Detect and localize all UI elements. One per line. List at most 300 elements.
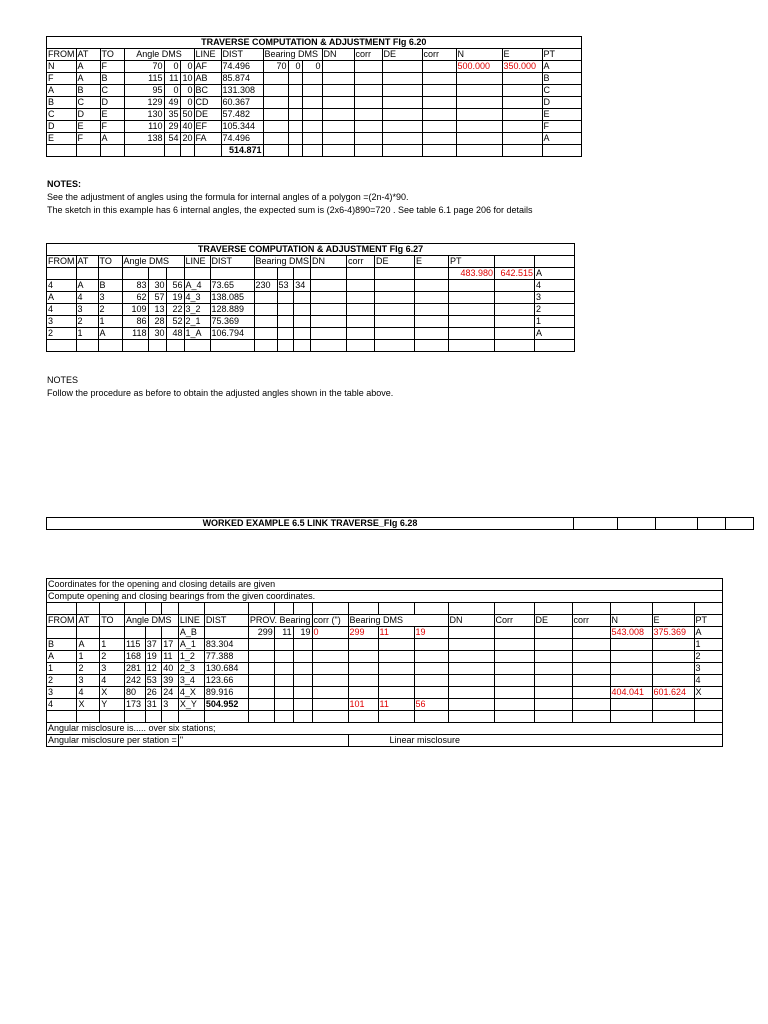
table-cell: C — [100, 85, 124, 97]
table-cell: D — [47, 121, 77, 133]
table-cell — [415, 292, 449, 304]
table-cell: 130.684 — [204, 663, 248, 675]
table-cell — [382, 121, 422, 133]
col-line: LINE — [194, 49, 221, 61]
table-cell: 1 — [76, 328, 98, 340]
table-cell — [414, 687, 448, 699]
col-dn: DN — [322, 49, 354, 61]
table-row — [47, 304, 575, 316]
table-cell: 95 — [124, 85, 164, 97]
bearing-deg: 299 — [348, 627, 378, 639]
table-cell — [572, 687, 610, 699]
table-cell — [422, 73, 456, 85]
table-cell: 2 — [535, 304, 575, 316]
table-cell — [378, 687, 414, 699]
table-cell: 2 — [76, 316, 98, 328]
col-bearing: Bearing DMS — [263, 49, 322, 61]
table-cell — [456, 85, 502, 97]
table-cell: F — [47, 73, 77, 85]
table-cell: FA — [194, 133, 221, 145]
notes-1 — [47, 178, 533, 217]
table-cell — [166, 268, 184, 280]
table-cell: 54 — [164, 133, 180, 145]
col-to: TO — [98, 256, 122, 268]
table-cell: 60.367 — [221, 97, 263, 109]
table-cell — [311, 280, 347, 292]
table-cell: 230 — [254, 280, 277, 292]
col-dn: DN — [311, 256, 347, 268]
table-cell — [274, 675, 293, 687]
table-cell — [293, 651, 312, 663]
table-cell — [448, 663, 494, 675]
table-cell — [382, 61, 422, 73]
table-cell — [502, 121, 542, 133]
table-cell: 29 — [164, 121, 180, 133]
table-cell: F — [542, 121, 581, 133]
table-cell: 57.482 — [221, 109, 263, 121]
table-cell — [382, 97, 422, 109]
table-cell — [694, 699, 722, 711]
table-cell: E — [47, 133, 77, 145]
table-cell: 35 — [164, 109, 180, 121]
table-cell: A — [535, 268, 575, 280]
table-cell: X_Y — [178, 699, 204, 711]
table-cell: 4 — [100, 675, 125, 687]
table-cell: 2 — [98, 304, 122, 316]
table-cell — [47, 268, 77, 280]
prov-deg: 299 — [248, 627, 274, 639]
table-cell — [494, 639, 534, 651]
table-cell — [534, 675, 572, 687]
table-cell — [414, 639, 448, 651]
table-cell: 13 — [148, 304, 166, 316]
table-cell: 168 — [125, 651, 146, 663]
table-cell — [311, 304, 347, 316]
col-pt: PT — [542, 49, 581, 61]
table-cell: 2 — [47, 675, 77, 687]
col-dn: DN — [448, 615, 494, 627]
table-cell: 242 — [125, 675, 146, 687]
table-cell — [248, 663, 274, 675]
col-to: TO — [100, 615, 125, 627]
intro-line-1: Coordinates for the opening and closing details are given — [47, 579, 723, 591]
prov-min: 11 — [274, 627, 293, 639]
table-cell: B — [542, 73, 581, 85]
col-angle: Angle DMS — [124, 49, 194, 61]
table-cell — [248, 639, 274, 651]
table-row — [47, 292, 575, 304]
table-cell: B — [98, 280, 122, 292]
header-row — [47, 49, 582, 61]
notes-line-1: Follow the procedure as before to obtain the adjusted angles shown in the table above. — [47, 388, 394, 398]
table-cell: F — [100, 61, 124, 73]
table-cell — [277, 304, 294, 316]
table-cell: EF — [194, 121, 221, 133]
col-from: FROM — [48, 256, 75, 266]
table-cell — [494, 687, 534, 699]
table-cell: A — [47, 85, 77, 97]
table-cell — [449, 316, 495, 328]
table-cell — [302, 133, 322, 145]
table-cell — [294, 328, 311, 340]
table-cell — [502, 97, 542, 109]
table-cell: 17 — [162, 639, 179, 651]
table-cell — [254, 268, 277, 280]
table-cell — [254, 304, 277, 316]
table-cell — [534, 663, 572, 675]
col-e: E — [502, 49, 542, 61]
table-cell — [302, 73, 322, 85]
table-cell: 3 — [694, 663, 722, 675]
table-cell: 601.624 — [652, 687, 694, 699]
table-cell — [347, 328, 375, 340]
table-cell: B — [47, 97, 77, 109]
misclosure-row-1 — [47, 723, 723, 735]
table-cell — [652, 639, 694, 651]
table-cell: 4 — [47, 280, 77, 292]
col-at: AT — [76, 256, 98, 268]
col-de: DE — [534, 615, 572, 627]
table-title: TRAVERSE COMPUTATION & ADJUSTMENT FIg 6.27 — [47, 244, 575, 256]
notes-heading: NOTES: — [47, 179, 82, 189]
table-cell — [422, 97, 456, 109]
col-bearing: Bearing DMS — [255, 256, 310, 266]
table-cell — [382, 133, 422, 145]
table-cell — [414, 663, 448, 675]
table-cell: Y — [100, 699, 125, 711]
col-from: FROM — [48, 49, 75, 59]
table-cell — [274, 687, 293, 699]
col-corr-seconds: corr (") — [312, 615, 348, 627]
table-cell — [534, 687, 572, 699]
table-cell — [422, 109, 456, 121]
table-cell: A — [47, 292, 77, 304]
table-cell — [354, 97, 382, 109]
table-cell — [347, 268, 375, 280]
table-cell — [449, 304, 495, 316]
table-cell: 62 — [122, 292, 148, 304]
table-cell: 105.344 — [221, 121, 263, 133]
table-cell: 11 — [162, 651, 179, 663]
table-cell: 2 — [47, 328, 77, 340]
table-cell: D — [542, 97, 581, 109]
table-cell: 11 — [378, 699, 414, 711]
table-cell — [448, 651, 494, 663]
table-cell: B — [100, 73, 124, 85]
table-cell: 73.65 — [210, 280, 254, 292]
table-cell: 83.304 — [204, 639, 248, 651]
table-cell: A — [535, 328, 575, 340]
table-cell: 56 — [166, 280, 184, 292]
table-cell — [347, 292, 375, 304]
table-cell — [502, 133, 542, 145]
table-cell: 30 — [148, 328, 166, 340]
table-cell — [494, 699, 534, 711]
table-cell — [378, 651, 414, 663]
table-cell: 1 — [694, 639, 722, 651]
col-corr: corr — [347, 256, 375, 268]
table-cell: CD — [194, 97, 221, 109]
table-cell: X — [77, 699, 100, 711]
table-cell — [456, 97, 502, 109]
col-n: N — [456, 49, 502, 61]
table-cell: A — [542, 61, 581, 73]
table-cell: DE — [194, 109, 221, 121]
table-cell — [422, 133, 456, 145]
table-cell — [422, 61, 456, 73]
col-from: FROM — [47, 615, 77, 627]
table-cell — [354, 133, 382, 145]
table-cell: 3 — [47, 316, 77, 328]
table-cell: A — [542, 133, 581, 145]
table-cell — [495, 316, 535, 328]
notes-2 — [47, 374, 393, 400]
table-cell — [248, 699, 274, 711]
table-cell: 83 — [122, 280, 148, 292]
table-cell — [76, 268, 98, 280]
link-traverse-table — [46, 578, 723, 747]
col-pt: PT — [694, 615, 722, 627]
table-cell — [415, 316, 449, 328]
table-cell: AB — [194, 73, 221, 85]
table-cell: BC — [194, 85, 221, 97]
blank-row — [47, 340, 575, 352]
table-cell — [348, 639, 378, 651]
table-cell — [572, 663, 610, 675]
traverse-table-fig-6-27 — [46, 243, 575, 352]
table-cell — [652, 699, 694, 711]
table-3 — [46, 578, 723, 747]
col-at: AT — [77, 615, 100, 627]
table-cell — [448, 639, 494, 651]
table-cell: 106.794 — [210, 328, 254, 340]
table-cell: 0 — [164, 85, 180, 97]
table-cell — [456, 73, 502, 85]
table-cell — [610, 675, 652, 687]
table-cell — [302, 121, 322, 133]
table-cell: 12 — [145, 663, 162, 675]
table-cell — [263, 97, 288, 109]
linear-misclosure — [348, 735, 722, 747]
table-cell: 40 — [180, 121, 194, 133]
table-cell — [534, 639, 572, 651]
table-cell — [312, 699, 348, 711]
table-cell: A — [76, 280, 98, 292]
table-cell — [375, 268, 415, 280]
table-cell: 3 — [535, 292, 575, 304]
table-cell — [354, 109, 382, 121]
table-cell: A — [98, 328, 122, 340]
table-cell: 77.388 — [204, 651, 248, 663]
table-row — [47, 280, 575, 292]
table-cell: A — [100, 133, 124, 145]
table-row — [47, 61, 582, 73]
table-cell: 138 — [124, 133, 164, 145]
table-cell — [274, 639, 293, 651]
table-cell: 1 — [77, 651, 100, 663]
table-cell: 281 — [125, 663, 146, 675]
table-cell — [122, 268, 148, 280]
table-cell: 85.874 — [221, 73, 263, 85]
table-cell — [288, 73, 302, 85]
table-cell — [348, 687, 378, 699]
col-corr-2: corr — [422, 49, 456, 61]
table-cell: 115 — [125, 639, 146, 651]
table-cell — [449, 280, 495, 292]
table-cell — [456, 121, 502, 133]
table-cell: 350.000 — [502, 61, 542, 73]
table-cell — [448, 687, 494, 699]
table-cell — [263, 85, 288, 97]
table-cell — [263, 73, 288, 85]
table-cell — [495, 328, 535, 340]
table-cell — [354, 121, 382, 133]
table-row — [47, 663, 723, 675]
table-cell — [415, 304, 449, 316]
table-cell: 4_X — [178, 687, 204, 699]
table-cell: 4_3 — [184, 292, 210, 304]
prov-sec: 19 — [293, 627, 312, 639]
table-cell: 4 — [76, 292, 98, 304]
table-cell: 20 — [180, 133, 194, 145]
table-cell: A — [76, 73, 100, 85]
header-row — [47, 615, 723, 627]
table-cell: 2 — [694, 651, 722, 663]
col-pt: PT — [449, 256, 495, 268]
table-cell — [254, 328, 277, 340]
table-cell — [248, 651, 274, 663]
notes-heading: NOTES — [47, 375, 79, 385]
table-cell: N — [47, 61, 77, 73]
table-cell: 1 — [535, 316, 575, 328]
table-cell: 86 — [122, 316, 148, 328]
table-cell: 74.496 — [221, 61, 263, 73]
col-dist: DIST — [210, 256, 254, 268]
col-dist: DIST — [204, 615, 248, 627]
table-cell: X — [100, 687, 125, 699]
table-cell: 115 — [124, 73, 164, 85]
table-cell: 483.980 — [449, 268, 495, 280]
table-cell — [348, 651, 378, 663]
table-cell — [184, 268, 210, 280]
table-cell: 2_1 — [184, 316, 210, 328]
table-cell — [610, 651, 652, 663]
table-cell: 3_2 — [184, 304, 210, 316]
table-1 — [46, 36, 582, 157]
table-cell — [610, 639, 652, 651]
table-cell: C — [47, 109, 77, 121]
table-cell: 504.952 — [204, 699, 248, 711]
table-cell — [449, 328, 495, 340]
table-cell: 52 — [166, 316, 184, 328]
table-cell — [302, 109, 322, 121]
table-cell — [610, 699, 652, 711]
table-row — [47, 109, 582, 121]
col-corr: corr — [354, 49, 382, 61]
table-cell: B — [47, 639, 77, 651]
table-cell: 70 — [124, 61, 164, 73]
angular-misclosure-per-station: Angular misclosure per station = — [48, 735, 177, 745]
table-cell: 2_3 — [178, 663, 204, 675]
table-row — [47, 316, 575, 328]
table-cell: 128.889 — [210, 304, 254, 316]
table-cell: 4 — [47, 304, 77, 316]
table-cell — [322, 85, 354, 97]
col-bearing: Bearing DMS — [348, 615, 448, 627]
table-cell: 11 — [164, 73, 180, 85]
table-cell: 123.66 — [204, 675, 248, 687]
col-line: LINE — [184, 256, 210, 268]
table-cell: 74.496 — [221, 133, 263, 145]
table-cell — [652, 675, 694, 687]
col-e: E — [415, 256, 449, 268]
table-cell: 37 — [145, 639, 162, 651]
col-de: DE — [375, 256, 415, 268]
table-cell — [288, 133, 302, 145]
bearing-min: 11 — [378, 627, 414, 639]
table-cell — [277, 292, 294, 304]
table-cell: 138.085 — [210, 292, 254, 304]
corr-value: 0 — [312, 627, 348, 639]
table-cell — [148, 268, 166, 280]
col-dist: DIST — [221, 49, 263, 61]
table-cell — [534, 651, 572, 663]
table-cell — [322, 121, 354, 133]
table-cell — [248, 675, 274, 687]
table-cell — [311, 328, 347, 340]
table-cell: 3 — [76, 304, 98, 316]
table-row — [47, 699, 723, 711]
header-row — [47, 256, 575, 268]
table-cell — [263, 121, 288, 133]
table-cell — [572, 675, 610, 687]
table-cell — [322, 61, 354, 73]
table-cell — [572, 651, 610, 663]
point: A — [694, 627, 722, 639]
table-cell: 53 — [145, 675, 162, 687]
table-cell — [495, 280, 535, 292]
col-line: LINE — [178, 615, 204, 627]
table-cell: 1 — [100, 639, 125, 651]
table-cell — [288, 85, 302, 97]
table-cell: 173 — [125, 699, 146, 711]
table-cell: 19 — [166, 292, 184, 304]
intro-line-2: Compute opening and closing bearings from the given coordinates. — [47, 591, 723, 603]
table-cell: 31 — [145, 699, 162, 711]
table-cell: 24 — [162, 687, 179, 699]
table-cell — [322, 73, 354, 85]
col-corr-2: corr — [572, 615, 610, 627]
seconds-unit: " — [178, 735, 348, 747]
table-cell — [375, 328, 415, 340]
table-cell — [375, 280, 415, 292]
table-cell — [288, 121, 302, 133]
table-cell: 30 — [148, 280, 166, 292]
table-cell — [495, 292, 535, 304]
col-angle: Angle DMS — [122, 256, 184, 268]
table-cell — [348, 663, 378, 675]
table-cell: 130 — [124, 109, 164, 121]
table-cell: 39 — [162, 675, 179, 687]
table-cell: 0 — [180, 85, 194, 97]
table-cell: A — [76, 61, 100, 73]
table-cell — [449, 292, 495, 304]
table-cell — [294, 304, 311, 316]
table-cell — [293, 675, 312, 687]
table-cell — [415, 280, 449, 292]
table-cell — [294, 316, 311, 328]
table-row — [47, 133, 582, 145]
